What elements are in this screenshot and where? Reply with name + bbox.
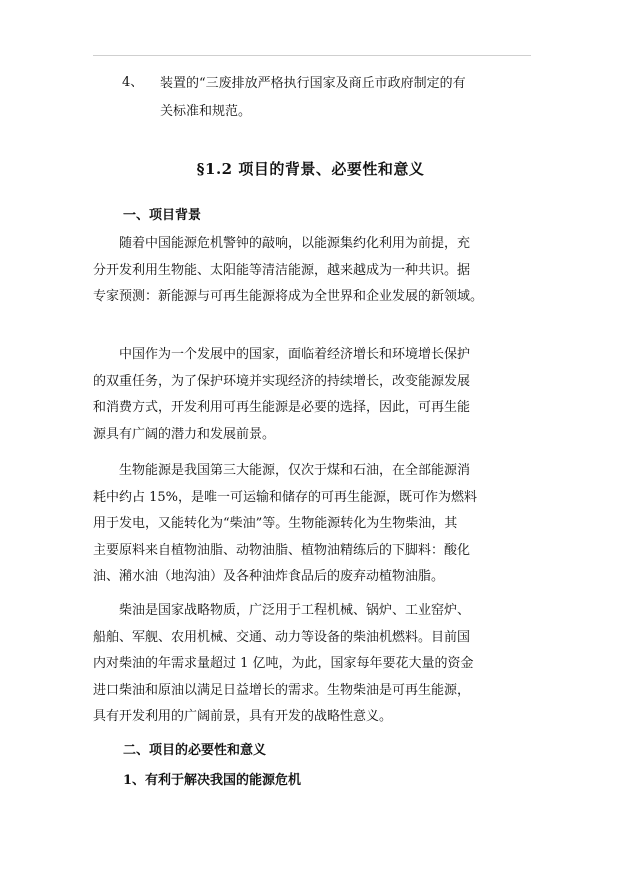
text-line: 耗中约占 15%，是唯一可运输和储存的可再生能源，既可作为燃料	[93, 489, 478, 505]
paragraph-4	[93, 598, 474, 731]
text-line: 和消费方式，开发利用可再生能源是必要的选择，因此，可再生能	[93, 400, 471, 416]
list-item-line: 装置的“三废排放严格执行国家及商丘市政府制定的有	[160, 76, 466, 91]
text-line: 油、潲水油（地沟油）及各种油炸食品后的废弃动植物油脂。	[93, 569, 445, 585]
section-title: §1.2 项目的背景、必要性和意义	[196, 160, 425, 178]
text-line: 专家预测：新能源与可再生能源将成为全世界和企业发展的新领域。	[93, 289, 484, 305]
necessity-heading: 二、项目的必要性和意义	[123, 743, 267, 758]
list-item-line: 关标准和规范。	[160, 104, 252, 119]
list-item-text	[160, 70, 466, 126]
text-line: 分开发利用生物能、太阳能等清洁能源，越来越成为一种共识。据	[93, 262, 471, 278]
text-line: 船舶、军舰、农用机械、交通、动力等设备的柴油机燃料。目前国	[93, 629, 471, 645]
paragraph-1	[93, 231, 483, 311]
header-divider	[93, 55, 531, 56]
text-line: 具有开发利用的广阔前景，具有开发的战略性意义。	[93, 709, 393, 725]
text-line: 柴油是国家战略物质，广泛用于工程机械、锅炉、工业窑炉、	[119, 603, 471, 618]
text-line: 生物能源是我国第三大能源，仅次于煤和石油，在全部能源消	[119, 463, 471, 478]
text-line: 内对柴油的年需求量超过 1 亿吨，为此，国家每年要花大量的资金	[93, 656, 474, 672]
paragraph-3	[93, 458, 477, 591]
text-line: 用于发电，又能转化为“柴油”等。生物能源转化为生物柴油，其	[93, 516, 458, 532]
background-heading: 一、项目背景	[123, 208, 202, 223]
text-line: 中国作为一个发展中的国家，面临着经济增长和环境增长保护	[119, 347, 471, 362]
text-line: 的双重任务，为了保护环境并实现经济的持续增长，改变能源发展	[93, 373, 471, 389]
text-line: 源具有广阔的潜力和发展前景。	[93, 426, 276, 442]
necessity-subheading: 1、有利于解决我国的能源危机	[123, 773, 302, 788]
text-line: 随着中国能源危机警钟的敲响，以能源集约化利用为前提，充	[119, 236, 471, 251]
list-item-number: 4、	[122, 75, 144, 90]
text-line: 主要原料来自植物油脂、动物油脂、植物油精练后的下脚料：酸化	[93, 542, 471, 558]
paragraph-2	[93, 342, 470, 448]
text-line: 进口柴油和原油以满足日益增长的需求。生物柴油是可再生能源，	[93, 682, 471, 698]
